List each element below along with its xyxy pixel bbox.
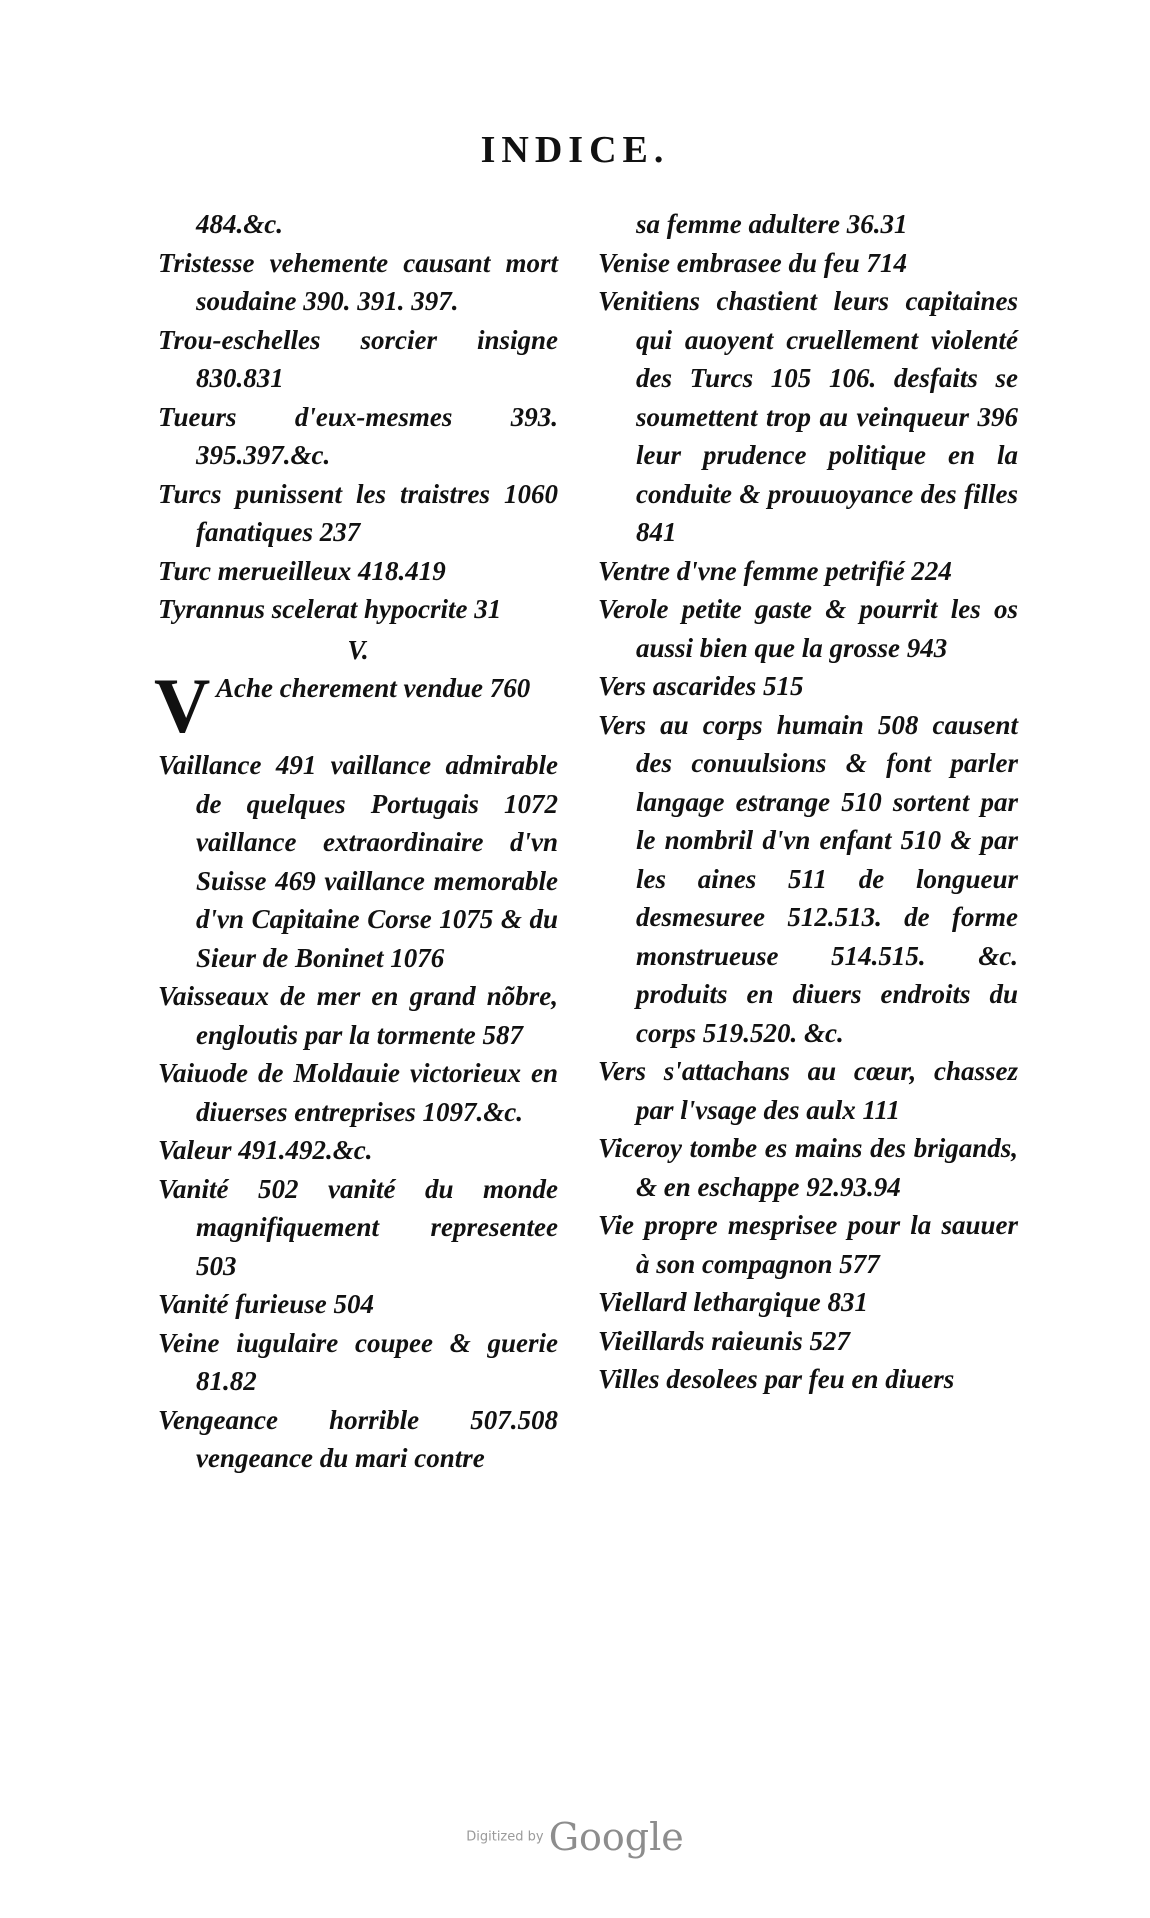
index-entry: Vaisseaux de mer en grand nõbre, engloutis par la tormente 587 [158,981,558,1050]
index-entry: Tueurs d'eux-mesmes 393. 395.397.&c. [158,401,558,470]
index-entry: Vers ascarides 515 [598,671,804,701]
footer-prefix: Digitized by [466,1829,544,1845]
index-entry: Turc merueilleux 418.419 [158,555,446,586]
index-entry: Ventre d'vne femme petrifié 224 [598,555,952,586]
index-entry: Trou-eschelles sorcier insigne 830.831 [158,324,558,393]
index-entry: Vengeance horrible 507.508 vengeance du mari contre [158,1404,558,1473]
index-entry: Vaiuode de Moldauie victorieux en diuerses entreprises 1097.&c. [158,1058,558,1127]
page-header: INDICE. [480,129,670,171]
index-entry: Viceroy tombe es mains des brigands, & en eschappe 92.93.94 [598,1133,1018,1202]
entry-continuation: 484.&c. [196,209,283,239]
entry-text: Ache cherement vendue 760 [216,673,531,703]
google-logo: Google [548,1815,684,1859]
entry-continuation: sa femme adultere 36.31 [636,209,908,239]
section-heading: V. [347,634,369,665]
index-entry: Tyrannus scelerat hypocrite 31 [158,594,502,624]
index-entry: Vaillance 491 vaillance admirable de quelques Portugais 1072 vaillance extraordinaire d'vn Suisse 469 vaillance memorable d'vn Capitaine Corse 1075 & du Sieur de Boninet 1076 [158,750,558,973]
index-entry: Venitiens chastient leurs capitaines qui auoyent cruellement violenté des Turcs 105 106. desfaits se soumettent trop au veinqueur 396 leur prudence politique en la conduite & prouuoyance des filles 841 [598,286,1018,547]
index-entry: Vanité 502 vanité du monde magnifiquement representee 503 [158,1173,558,1281]
index-entry [154,662,558,749]
index-entry: Venise embrasee du feu 714 [598,247,907,278]
index-entry: Vie propre mesprisee pour la sauuer à son compagnon 577 [598,1210,1018,1279]
index-entry: Turcs punissent les traistres 1060 fanatiques 237 [158,478,558,547]
index-entry: Valeur 491.492.&c. [158,1135,373,1165]
digitized-footer [0,1815,1150,1859]
index-entry: Villes desolees par feu en diuers [598,1364,955,1394]
index-entry: Vieillards raieunis 527 [598,1325,851,1356]
index-entry: Veine iugulaire coupee & guerie 81.82 [158,1327,558,1396]
index-entry: Verole petite gaste & pourrit les os aussi bien que la grosse 943 [598,594,1018,663]
drop-cap: V [154,662,211,749]
right-column [598,205,1018,1399]
left-column [154,205,558,1478]
index-entry: Tristesse vehemente causant mort soudaine 390. 391. 397. [158,247,558,316]
index-entry: Viellard lethargique 831 [598,1287,869,1317]
index-entry: Vers s'attachans au cœur, chassez par l'vsage des aulx 111 [598,1056,1018,1125]
index-entry: Vers au corps humain 508 causent des conuulsions & font parler langage estrange 510 sortent par le nombril d'vn enfant 510 & par les aines 511 de longueur desmesuree 512.513. de forme monstrueuse 514.515. &c. produits en diuers endroits du corps 519.520. &c. [598,709,1018,1048]
index-entry: Vanité furieuse 504 [158,1289,375,1319]
